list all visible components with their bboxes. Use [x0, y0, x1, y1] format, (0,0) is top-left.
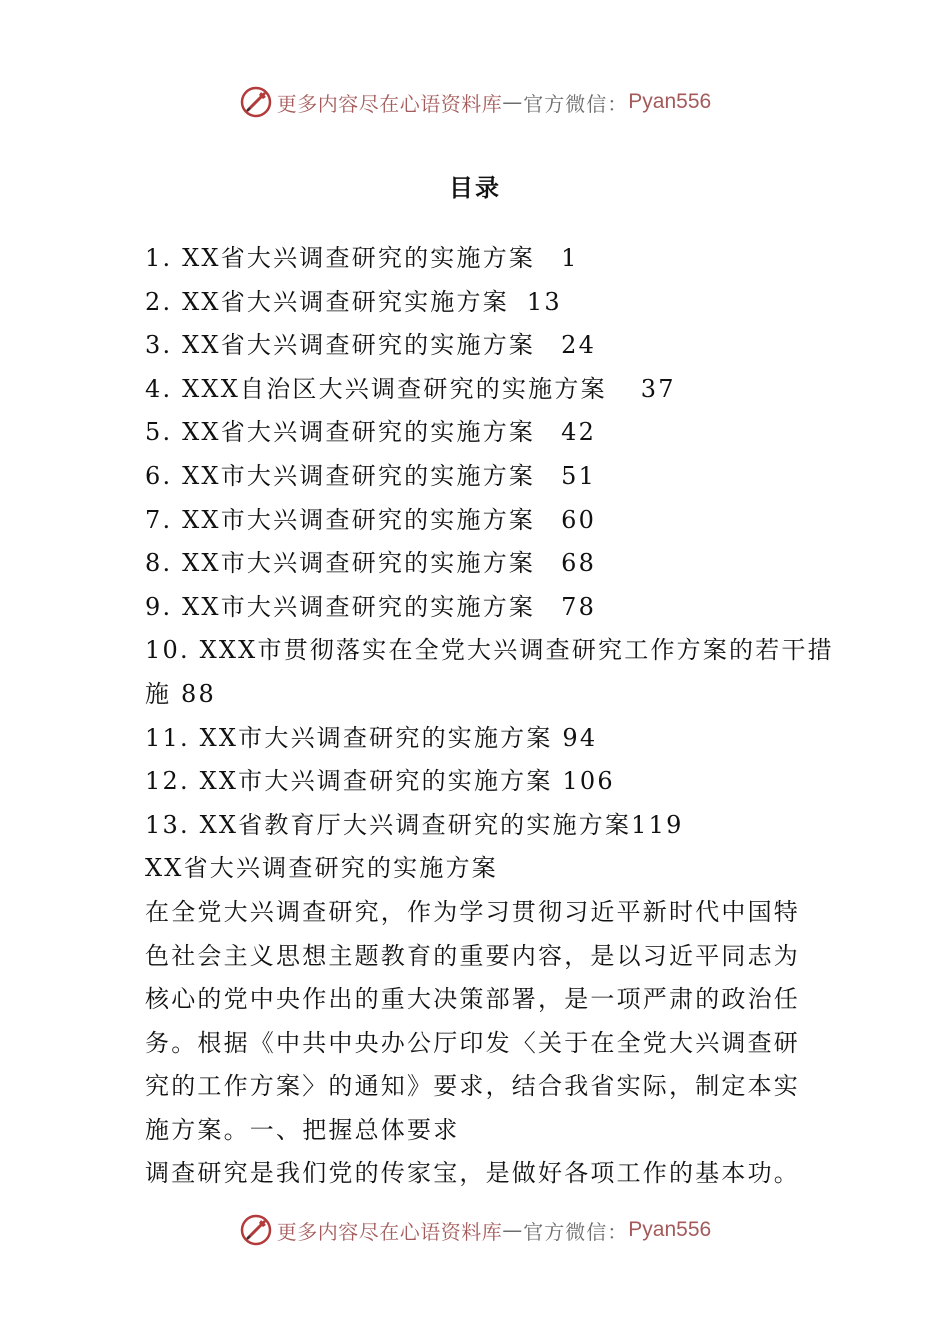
toc-item: [145, 281, 815, 325]
watermark-id: Pyan556: [628, 90, 712, 113]
toc-item-page: 24: [561, 331, 597, 360]
toc-item-label: 2. XX省大兴调查研究实施方案: [145, 287, 509, 316]
toc-item-long-line1: 10. XXX市贯彻落实在全党大兴调查研究工作方案的若干措: [145, 636, 834, 665]
toc-item-page: 51: [561, 461, 597, 490]
paragraph-line: 核心的党中央作出的重大决策部署，是一项严肃的政治任: [145, 985, 800, 1014]
toc-item-label: 9. XX市大兴调查研究的实施方案: [145, 592, 536, 621]
footer-watermark: [0, 1210, 950, 1250]
toc-item: [145, 499, 815, 543]
watermark-brand: 更多内容尽在心语资料库: [276, 1219, 503, 1244]
toc-item-label: 7. XX市大兴调查研究的实施方案: [145, 505, 536, 534]
toc-item-page: 37: [640, 374, 676, 403]
watermark-dash: —: [502, 90, 524, 114]
toc-item-label: 8. XX市大兴调查研究的实施方案: [145, 549, 536, 578]
paragraph-line: 务。根据《中共中央办公厅印发〈关于在全党大兴调查研: [145, 1028, 800, 1057]
watermark-id: Pyan556: [628, 1218, 712, 1241]
paragraph: [145, 891, 815, 1153]
toc-item-long-line2: 施 88: [145, 679, 216, 708]
watermark-dash: —: [502, 1218, 524, 1242]
paragraph-line: 施方案。一、把握总体要求: [145, 1115, 460, 1144]
toc-item: 13. XX省教育厅大兴调查研究的实施方案119: [145, 810, 684, 839]
table-of-contents: [145, 237, 834, 847]
pen-logo-icon: [239, 85, 273, 119]
toc-item: [145, 455, 815, 499]
pen-logo-icon: [239, 1213, 273, 1247]
toc-item-page: 1: [561, 244, 579, 272]
page-title: 目录: [449, 174, 501, 202]
watermark-contact: 官方微信：: [523, 1219, 629, 1244]
toc-item-label: 4. XXX自治区大兴调查研究的实施方案: [145, 374, 607, 403]
watermark-contact: 官方微信：: [523, 91, 629, 116]
toc-item-page: 60: [561, 505, 597, 534]
toc-item-label: 6. XX市大兴调查研究的实施方案: [145, 461, 536, 490]
toc-item-page: 78: [561, 592, 597, 621]
paragraph-line: 色社会主义思想主题教育的重要内容，是以习近平同志为: [145, 941, 800, 970]
section-heading: XX省大兴调查研究的实施方案: [145, 854, 498, 883]
toc-item: [145, 237, 815, 281]
watermark-brand: 更多内容尽在心语资料库: [276, 91, 503, 116]
toc-item: [145, 411, 815, 455]
paragraph-line: 在全党大兴调查研究，作为学习贯彻习近平新时代中国特: [145, 897, 800, 926]
toc-item-label: 5. XX省大兴调查研究的实施方案: [145, 418, 536, 447]
toc-item: 11. XX市大兴调查研究的实施方案 94: [145, 723, 598, 752]
toc-item: [145, 542, 815, 586]
toc-item: [145, 368, 815, 412]
paragraph-line: 究的工作方案〉的通知》要求，结合我省实际，制定本实: [145, 1072, 800, 1101]
toc-item-page: 13: [526, 287, 562, 316]
toc-item-label: 1. XX省大兴调查研究的实施方案: [145, 244, 536, 272]
toc-item-page: 42: [561, 418, 597, 447]
document-body: [145, 237, 834, 1196]
header-watermark: [0, 82, 950, 122]
toc-item-label: 3. XX省大兴调查研究的实施方案: [145, 331, 536, 360]
toc-item: [145, 586, 815, 630]
toc-item-page: 68: [561, 549, 597, 578]
toc-item: [145, 324, 815, 368]
paragraph-line: 调查研究是我们党的传家宝，是做好各项工作的基本功。: [145, 1159, 800, 1188]
toc-item: 12. XX市大兴调查研究的实施方案 106: [145, 767, 615, 796]
